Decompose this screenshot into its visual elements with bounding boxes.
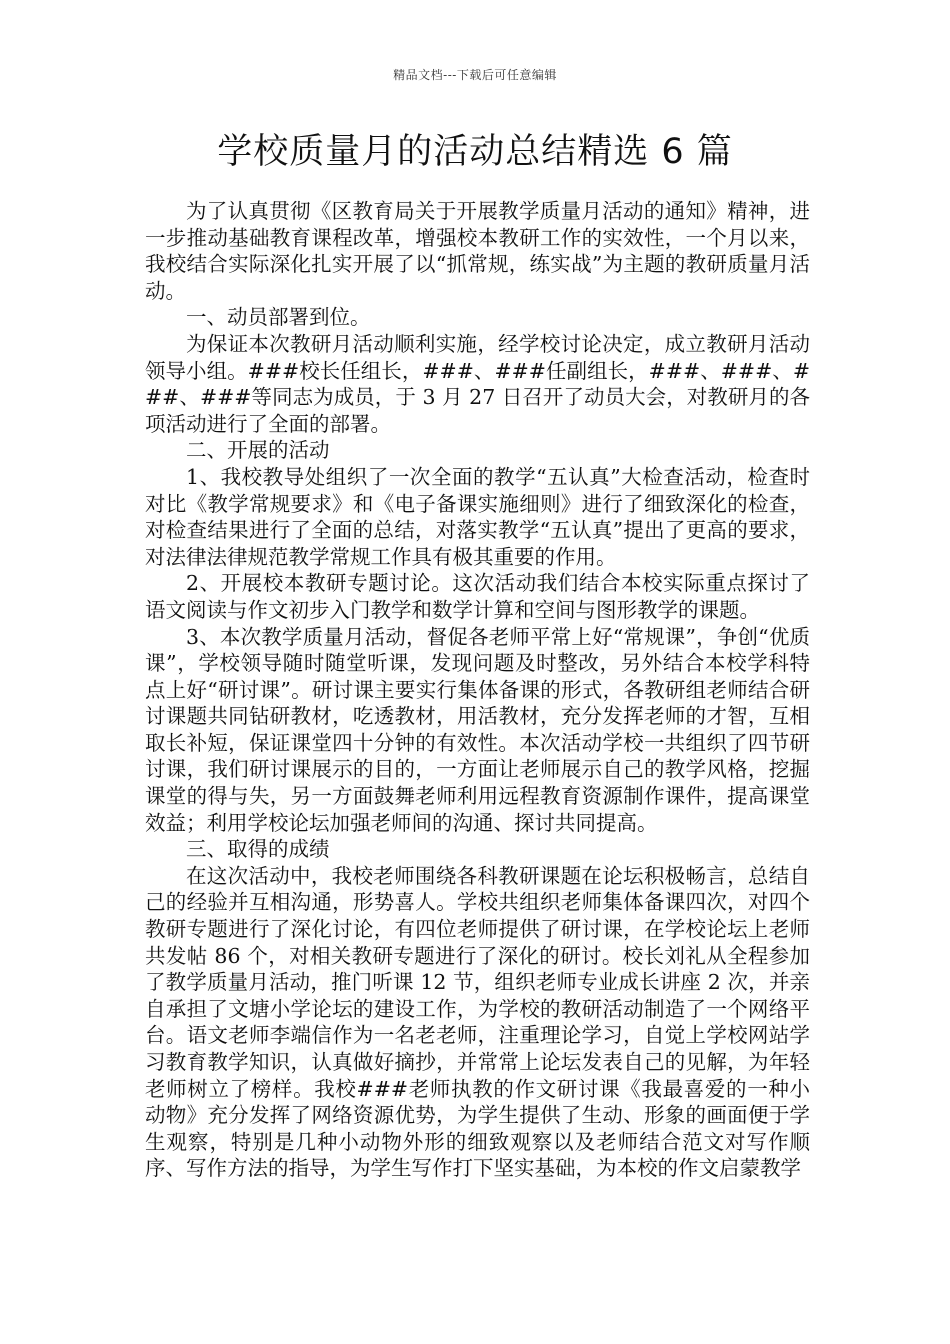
section-heading-2: 二、开展的活动 (186, 438, 330, 463)
header-note: 精品文档---下载后可任意编辑 (393, 68, 557, 82)
document-title: 学校质量月的活动总结精选 6 篇 (217, 132, 733, 172)
paragraph-activity-2: 2、开展校本教研专题讨论。这次活动我们结合本校实际重点探讨了语文阅读与作文初步入门教学和数学计算和空间与图形教学的课题。 (145, 571, 810, 622)
paragraph-activity-1: 1、我校教导处组织了一次全面的教学“五认真”大检查活动，检查时对比《教学常规要求》和《电子备课实施细则》进行了细致深化的检查，对检查结果进行了全面的总结，对落实教学“五认真”提出了更高的要求，对法律法律规范教学常规工作具有极其重要的作用。 (145, 464, 810, 569)
paragraph-section-1: 为保证本次教研月活动顺利实施，经学校讨论决定，成立教研月活动领导小组。###校长任组长，###、###任副组长，###、###、###、###等同志为成员，于 3 月 27 日召开了动员大会，对教研月的各项活动进行了全面的部署。 (145, 331, 810, 436)
paragraph-results: 在这次活动中，我校老师围绕各科教研课题在论坛积极畅言，总结自己的经验并互相沟通，形势喜人。学校共组织老师集体备课四次，对四个教研专题进行了深化讨论，有四位老师提供了研讨课，在学校论坛上老师共发帖 86 个，对相关教研专题进行了深化的研讨。校长刘礼从全程参加了教学质量月活动，推门听课 12 节，组织老师专业成长讲座 2 次，并亲自承担了文塘小学论坛的建设工作，为学校的教研活动制造了一个网络平台。语文老师李端信作为一名老老师，注重理论学习，自觉上学校网站学习教育教学知识，认真做好摘抄，并常常上论坛发表自己的见解，为年轻老师树立了榜样。我校###老师执教的作文研讨课《我最喜爱的一种小动物》充分发挥了网络资源优势，为学生提供了生动、形象的画面便于学生观察，特别是几种小动物外形的细致观察以及老师结合范文对写作顺序、写作方法的指导，为学生写作打下坚实基础，为本校的作文启蒙教学 (145, 863, 810, 1181)
document-body (145, 198, 810, 1182)
section-heading-3: 三、取得的成绩 (186, 837, 330, 862)
paragraph-activity-3: 3、本次教学质量月活动，督促各老师平常上好“常规课”，争创“优质课”，学校领导随时随堂听课，发现问题及时整改，另外结合本校学科特点上好“研讨课”。研讨课主要实行集体备课的形式，各教研组老师结合研讨课题共同钻研教材，吃透教材，用活教材，充分发挥老师的才智，互相取长补短，保证课堂四十分钟的有效性。本次活动学校一共组织了四节研讨课，我们研讨课展示的目的，一方面让老师展示自己的教学风格，挖掘课堂的得与失，另一方面鼓舞老师利用远程教育资源制作课件，提高课堂效益；利用学校论坛加强老师间的沟通、探讨共同提高。 (145, 624, 810, 835)
section-heading-1: 一、动员部署到位。 (186, 305, 371, 330)
paragraph-intro: 为了认真贯彻《区教育局关于开展教学质量月活动的通知》精神，进一步推动基础教育课程改革，增强校本教研工作的实效性，一个月以来，我校结合实际深化扎实开展了以“抓常规，练实战”为主题的教研质量月活动。 (145, 199, 810, 303)
